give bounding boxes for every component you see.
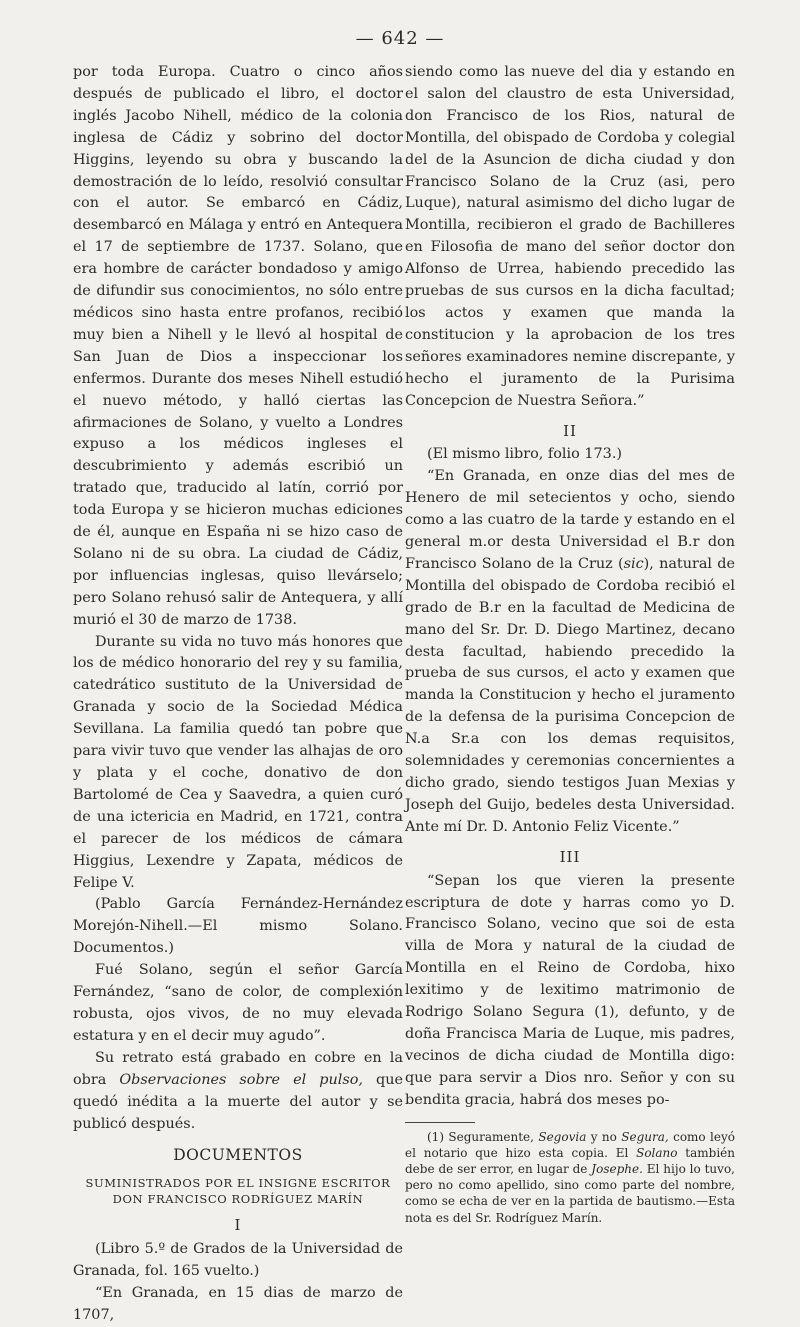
page-number: — 642 — — [355, 28, 445, 49]
text-run: ), natural de Montilla del obispado de Cordoba recibió el grado de B.r en la facultad de Medicina de mano del Sr. Dr. D. Diego Martinez, decano desta facultad, habiendo precedido la prueba de sus cursos, el acto y examen que manda la Constitucion y hecho el juramento de la defensa de la purisima Concepcion de N.a Sr.a con los demas requisitos, solemnidades y ceremonias concernientes a dicho grado, siendo testigos Juan Mexias y Joseph del Guijo, bedeles desta Universidad. Ante mí Dr. D. Antonio Feliz Vicente.” — [405, 555, 735, 835]
text-run: y no — [586, 1129, 622, 1144]
section-subheading: SUMINISTRADOS POR EL INSIGNE ESCRITOR DON FRANCISCO RODRÍGUEZ MARÍN — [85, 1176, 391, 1207]
paragraph: siendo como las nueve del dia y estando en el salon del claustro de esta Universidad, don Francisco de los Rios, natural de Montilla, del obispado de Cordoba y colegial del de la Asuncion de dicha ciudad y don Francisco Solano de la Cruz (asi, pero Luque), natural asimismo del dicho lugar de Montilla, recibieron el grado de Bachilleres en Filosofia de mano del señor doctor don Alfonso de Urrea, habiendo precedido las pruebas de sus cursos en la dicha facultad; los actos y examen que manda la constitucion y la aprobacion de los tres señores examinadores nemine discrepante, y hecho el juramento de la Purisima Concepcion de Nuestra Señora.” — [405, 64, 735, 409]
italic-word: Segovia — [538, 1129, 587, 1144]
italic-word: sic — [623, 555, 644, 572]
right-column — [405, 62, 735, 1226]
text-run: también debe de ser error, en lugar de — [405, 1145, 735, 1176]
footnote — [405, 1129, 735, 1226]
paragraph: “Sepan los que vieren la presente escriptura de dote y harras como yo D. Francisco Solano, vecino que soi de esta villa de Mora y natural de la ciudad de Montilla en el Reino de Cordoba, hixo lexitimo y de lexitimo matrimonio de Rodrigo Solano Segura (1), defunto, y de doña Francisca Maria de Luque, mis padres, vecinos de dicha ciudad de Montilla digo: que para servir a Dios nro. Señor y con su bendita gracia, habrá dos meses po- — [405, 872, 735, 1108]
italic-word: Josephe. — [591, 1162, 643, 1176]
section-heading: DOCUMENTOS — [173, 1146, 303, 1165]
paragraph: (El mismo libro, folio 173.) — [427, 446, 623, 463]
document-number: II — [563, 421, 577, 440]
italic-word: Segura, — [621, 1129, 669, 1144]
document-number: I — [234, 1216, 242, 1235]
left-column — [73, 62, 403, 1327]
paragraph — [73, 1048, 403, 1136]
document-number: III — [559, 847, 581, 866]
text-run: (1) Seguramente, — [427, 1129, 539, 1144]
paragraph: (Pablo García Fernández-Hernández Morejón-Nihell.—El mismo Solano. Documentos.) — [73, 896, 403, 957]
book-title-italic: Observaciones sobre el pulso, — [119, 1071, 363, 1088]
text-run: como leyó el notario que hizo esta copia. El — [405, 1129, 735, 1160]
text-run: “En Granada, en onze dias del mes de Henero de mil setecientos y ocho, siendo como a las cuatro de la tarde y estando en el general m.or desta Universidad el B.r don Francisco Solano de la Cruz ( — [405, 468, 735, 572]
paragraph — [405, 466, 735, 838]
text-run: que quedó inédita a la muerte del autor y se publicó después. — [73, 1071, 403, 1132]
paragraph: (Libro 5.º de Grados de la Universidad de Granada, fol. 165 vuelto.) — [73, 1241, 403, 1280]
paragraph: Fué Solano, según el señor García Fernández, “sano de color, de complexión robusta, ojos vivos, de no muy elevada estatura y en el decir muy agudo”. — [73, 962, 403, 1044]
paragraph: por toda Europa. Cuatro o cinco años después de publicado el libro, el doctor inglés Jacobo Nihell, médico de la colonia inglesa de Cádiz y sobrino del doctor Higgins, leyendo su obra y buscando la demostración de lo leído, resolvió consultar con el autor. Se embarcó en Cádiz, desembarcó en Málaga y entró en Antequera el 17 de septiembre de 1737. Solano, que era hombre de carácter bondadoso y amigo de difundir sus conocimientos, no sólo entre médicos sino hasta entre profanos, recibió muy bien a Nihell y le llevó al hospital de San Juan de Dios a inspeccionar los enfermos. Durante dos meses Nihell estudió el nuevo método, y halló ciertas las afirmaciones de Solano, y vuelto a Londres expuso a los médicos ingleses el descubrimiento y además escribió un tratado que, traducido al latín, corrió por toda Europa y se hicieron muchas ediciones de él, aunque en España ni se hizo caso de Solano ni de su obra. La ciudad de Cádiz, por influencias inglesas, quiso llevárselo; pero Solano rehusó salir de Antequera, y allí murió el 30 de marzo de 1738. — [73, 64, 403, 628]
paragraph: “En Granada, en 15 dias de marzo de 1707, — [73, 1285, 403, 1323]
text-run: El hijo lo tuvo, pero no como apellido, sino como parte del nombre, como se echa de ver en la partida de bautismo.—Esta nota es del Sr. Rodríguez Marín. — [405, 1162, 735, 1225]
paragraph: Durante su vida no tuvo más honores que los de médico honorario del rey y su familia, catedrático sustituto de la Universidad de Granada y socio de la Sociedad Médica Sevillana. La familia quedó tan pobre que para vivir tuvo que vender las alhajas de oro y plata y el coche, donativo de don Bartolomé de Cea y Saavedra, a quien curó de una ictericia en Madrid, en 1721, contra el parecer de los médicos de cámara Higgius, Lexendre y Zapata, médicos de Felipe V. — [73, 633, 403, 891]
footnote-divider — [405, 1122, 475, 1123]
italic-word: Solano — [636, 1145, 678, 1160]
text-run: Su retrato está grabado en cobre en la obra — [73, 1049, 403, 1088]
